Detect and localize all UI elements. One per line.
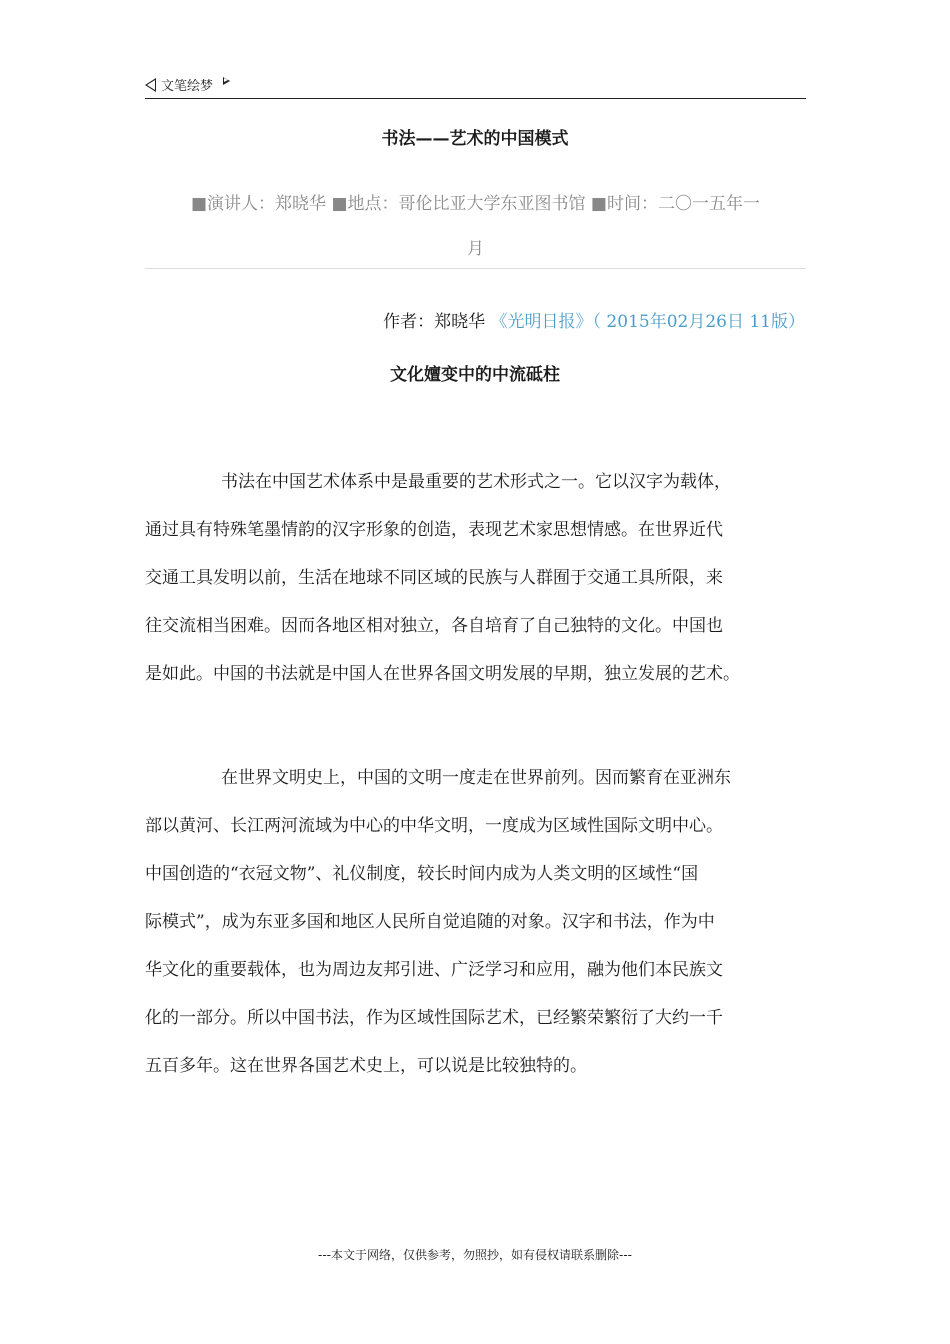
triangle-left-icon: [145, 78, 156, 92]
paragraph-line: 中国创造的“衣冠文物”、礼仪制度，较长时间内成为人类文明的区域性“国: [145, 864, 699, 884]
byline: [383, 307, 805, 332]
paragraph-1: [145, 458, 806, 698]
paragraph-line: 书法在中国艺术体系中是最重要的艺术形式之一。它以汉字为载体，: [221, 472, 731, 492]
paragraph-line: 化的一部分。所以中国书法，作为区域性国际艺术，已经繁荣繁衍了大约一千: [145, 1008, 723, 1028]
paragraph-line: 部以黄河、长江两河流域为中心的中华文明，一度成为区域性国际文明中心。: [145, 816, 723, 836]
header-label: 文笔绘梦: [161, 79, 214, 94]
header-brand: [145, 75, 230, 94]
paragraph-line: 往交流相当困难。因而各地区相对独立，各自培育了自己独特的文化。中国也: [145, 616, 723, 636]
triangle-right-icon: [223, 77, 230, 85]
paragraph-line: 是如此。中国的书法就是中国人在世界各国文明发展的早期，独立发展的艺术。: [145, 664, 740, 684]
page-header: [145, 72, 806, 99]
paragraph-line: 在世界文明史上，中国的文明一度走在世界前列。因而繁育在亚洲东: [221, 768, 731, 788]
paragraph-line: 通过具有特殊笔墨情韵的汉字形象的创造，表现艺术家思想情感。在世界近代: [145, 520, 723, 540]
meta-line-1: ■演讲人：郑晓华 ■地点：哥伦比亚大学东亚图书馆 ■时间：二〇一五年一: [191, 194, 760, 214]
byline-author: 作者：郑晓华: [383, 312, 491, 332]
paragraph-line: 交通工具发明以前，生活在地球不同区域的民族与人群囿于交通工具所限，来: [145, 568, 723, 588]
lecture-meta: [145, 182, 806, 272]
document-title: 书法——艺术的中国模式: [381, 129, 569, 149]
paragraph-2: [145, 754, 806, 1090]
paragraph-line: 际模式”，成为东亚多国和地区人民所自觉追随的对象。汉字和书法，作为中: [145, 912, 715, 932]
page-footer: ---本文于网络，仅供参考，勿照抄，如有侵权请联系删除---: [318, 1248, 632, 1262]
byline-source-link[interactable]: 《光明日报》（ 2015年02月26日 11版）: [490, 312, 805, 332]
meta-divider: [145, 268, 806, 269]
section-subtitle: 文化嬗变中的中流砥柱: [390, 365, 560, 385]
paragraph-line: 五百多年。这在世界各国艺术史上，可以说是比较独特的。: [145, 1056, 587, 1076]
paragraph-line: 华文化的重要载体，也为周边友邦引进、广泛学习和应用，融为他们本民族文: [145, 960, 723, 980]
meta-line-2: 月: [467, 239, 484, 259]
